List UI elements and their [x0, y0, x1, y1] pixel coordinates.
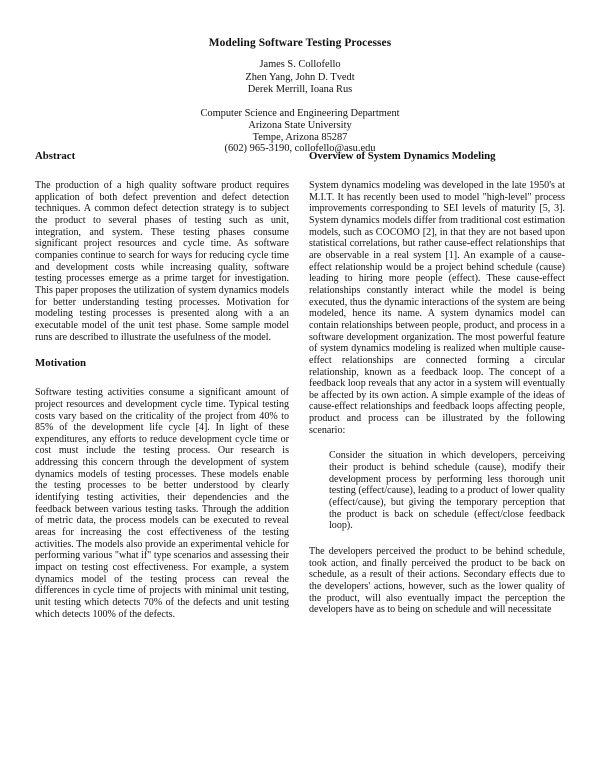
overview-paragraph-2: The developers perceived the product to be behind schedule, took action, and finally perceived the product to be back on schedule, as a result of their actions. Secondary effects due to the developers' actions, however, such as the lower quality of the product, will also eventually impact the perception the developers have as to being on schedule and will necessitate: [309, 546, 565, 616]
motivation-heading: Motivation: [35, 357, 86, 370]
paper-title: Modeling Software Testing Processes: [208, 37, 392, 49]
scenario-quote: Consider the situation in which developers, perceiving their product is behind schedule (cause), modify their development process by performing less thorough unit testing (effect/cause), leading to a product of lower quality (effect/cause), but giving the temporary perception that the product is back on schedule (effect/close feedback loop).: [329, 450, 565, 532]
affiliation-line: Tempe, Arizona 85287: [252, 131, 348, 143]
abstract-text: The production of a high quality software product requires application of both defect prevention and defect detection techniques. A common defect detection strategy is to subject the product to several phases of testing such as unit, integration, and system. These testing phases consume significant project resources and cycle time. As software companies continue to search for ways for reducing cycle time and development costs while increasing quality, software testing processes emerge as a prime target for investigation. This paper proposes the utilization of system dynamics models for better understanding testing processes. Motivation for modeling testing processes is presented along with a an executable model of the unit test phase. Some sample model runs are described to illustrate the usefulness of the model.: [35, 180, 289, 343]
affiliation-block: [0, 108, 600, 155]
overview-paragraph-1: System dynamics modeling was developed in the late 1950's at M.I.T. It has recently been used to model "high-level" process improvements corresponding to SEI levels of maturity [5, 3]. System dynamics models differ from traditional cost estimation models, such as COCOMO [2], in that they are not based upon statistical correlations, but rather cause-effect relationships that are observable in a real system [1]. An example of a cause-effect relationship would be a project behind schedule (cause) leading to hiring more people (effect). These cause-effect relationships constantly interact while the model is being executed, thus the dynamic interactions of the system are being modeled, hence its name. A system dynamics model can contain relationships between people, product, and process in a software development organization. The most powerful feature of system dynamics modeling is realized when multiple cause-effect relationships are connected forming a circular relationship, known as a feedback loop. The concept of a feedback loop reveals that any actor in a system will eventually be affected by its own action. A simple example of the ideas of cause-effect relationships and feedback loops affecting people, product and process can be illustrated by the following scenario:: [309, 180, 565, 436]
left-column: [35, 150, 289, 620]
affiliation-line: Computer Science and Engineering Department: [200, 108, 400, 119]
author-line: James S. Collofello: [259, 59, 341, 70]
motivation-text: Software testing activities consume a significant amount of project resources and development cycle time. Typical testing costs vary based on the criticality of the project from 40% to 85% of the development life cycle [4]. In light of these expenditures, any efforts to reduce development cycle time or cost must include the testing process. Our research is addressing this concern through the development of system dynamics models of testing processes. These models enable the testing processes to be better understood by clearly identifying testing activities, their dependencies and the feedback between various testing tasks. Through the addition of metric data, the process models can be executed to reveal areas for increasing the cost effectiveness of the testing activities. The models also provide an experimental vehicle for performing various "what if" type scenarios and assessing their impact on testing cost effectiveness. For example, a system dynamics model of the testing process can reveal the differences in cycle time of projects with minimal unit testing, unit testing which detects 70% of the defects and unit testing which detects 100% of the defects.: [35, 387, 289, 620]
author-list: [0, 59, 600, 97]
right-column: [309, 150, 565, 616]
overview-heading: Overview of System Dynamics Modeling: [309, 150, 496, 162]
abstract-heading: Abstract: [35, 150, 76, 162]
affiliation-line: Arizona State University: [248, 119, 352, 131]
affiliation-contact: (602) 965-3190, collofello@asu.edu: [224, 143, 376, 155]
author-line: Zhen Yang, John D. Tvedt: [245, 71, 355, 83]
author-line: Derek Merrill, Ioana Rus: [247, 84, 353, 96]
